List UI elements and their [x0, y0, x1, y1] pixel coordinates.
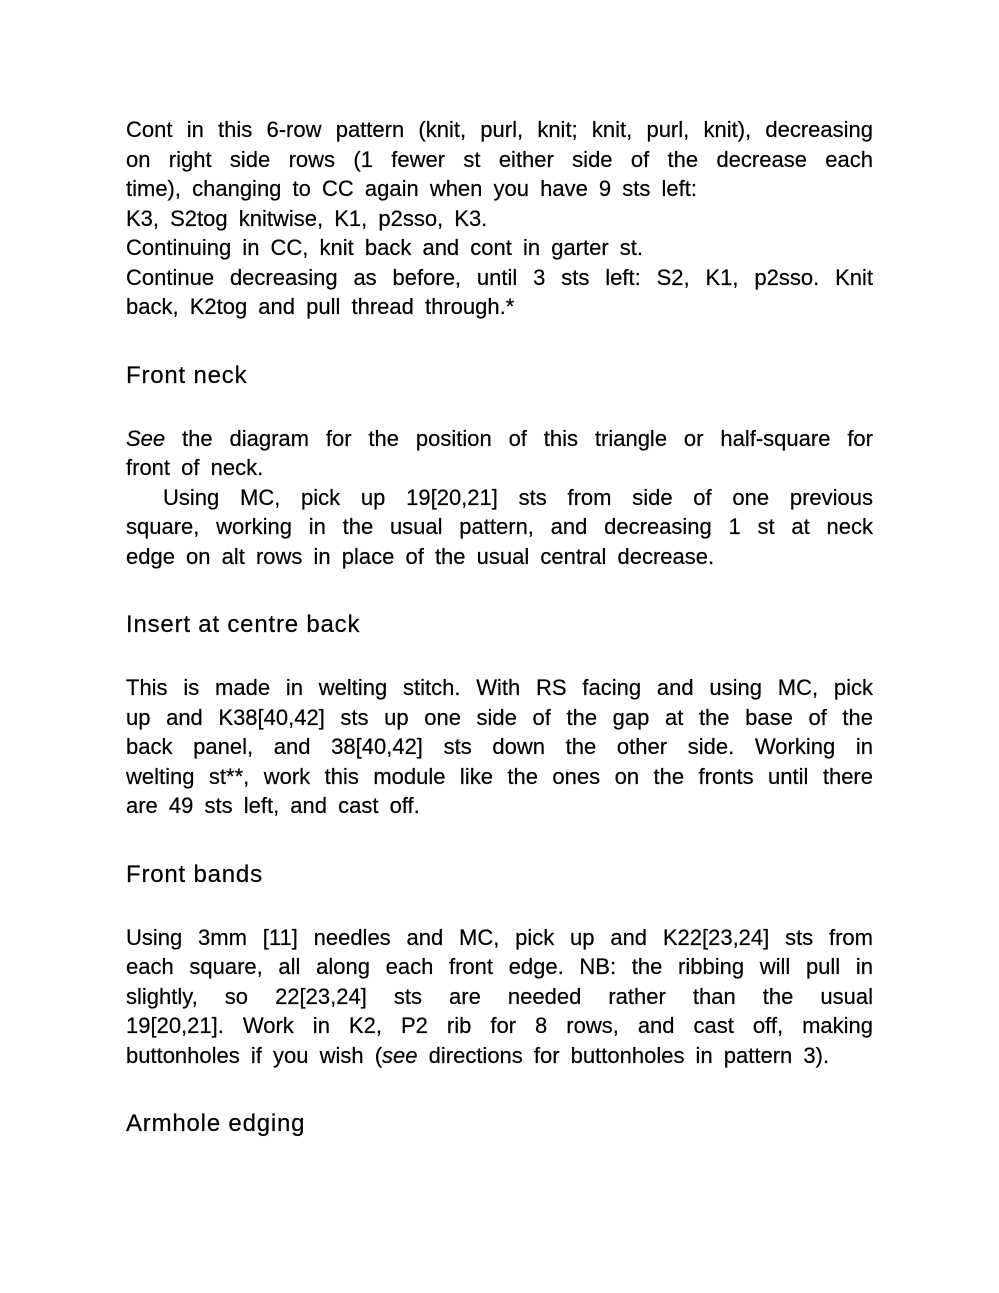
- text-line: [126, 263, 873, 293]
- text-line: [126, 982, 873, 1012]
- page-content: [126, 115, 873, 1172]
- text-segment: time), changing to CC again when you have 9 sts left:: [126, 176, 697, 201]
- text-segment: back panel, and 38[40,42] sts down the other side. Working in: [126, 734, 873, 759]
- italic-text: see: [382, 1042, 418, 1068]
- text-line: [126, 673, 873, 703]
- paragraph-block: [126, 923, 873, 1071]
- text-segment: buttonholes if you wish (: [126, 1042, 383, 1068]
- text-segment: 19[20,21]. Work in K2, P2 rib for 8 rows, and cast off, making: [126, 1013, 873, 1038]
- section-heading: Armhole edging: [126, 1110, 306, 1137]
- italic-text: See: [126, 425, 166, 451]
- section-heading: Insert at centre back: [126, 611, 361, 638]
- text-line: [126, 174, 873, 204]
- text-segment: K3, S2tog knitwise, K1, p2sso, K3.: [126, 205, 488, 231]
- text-line: [126, 762, 873, 792]
- text-line: [126, 952, 873, 982]
- text-segment: are 49 sts left, and cast off.: [126, 793, 420, 818]
- text-segment: welting st**, work this module like the ones on the fronts until there: [126, 763, 873, 789]
- section-heading: Front neck: [126, 361, 248, 389]
- text-line: [126, 233, 873, 263]
- text-line: [126, 292, 873, 322]
- text-line: [126, 703, 873, 733]
- text-segment: directions for buttonholes in pattern 3).: [417, 1042, 830, 1068]
- text-segment: slightly, so 22[23,24] sts are needed rather than the usual: [126, 983, 873, 1009]
- text-line: [126, 512, 873, 542]
- text-segment: Using MC, pick up 19[20,21] sts from side of one previous: [163, 484, 873, 510]
- text-line: [126, 791, 873, 821]
- text-line: [126, 453, 873, 483]
- text-segment: Cont in this 6-row pattern (knit, purl, knit; knit, purl, knit), decreasing: [126, 117, 873, 142]
- text-segment: edge on alt rows in place of the usual central decrease.: [126, 543, 715, 569]
- section-heading: Front bands: [126, 860, 263, 888]
- text-segment: square, working in the usual pattern, and decreasing 1 st at neck: [126, 514, 873, 539]
- text-segment: on right side rows (1 fewer st either side of the decrease each: [126, 146, 873, 172]
- text-segment: Continue decreasing as before, until 3 sts left: S2, K1, p2sso. Knit: [126, 264, 873, 290]
- text-segment: front of neck.: [126, 455, 264, 480]
- text-line: [126, 204, 873, 234]
- paragraph-block: [126, 115, 873, 322]
- text-line: [126, 732, 873, 762]
- text-line: [126, 923, 873, 953]
- text-line: [126, 542, 873, 572]
- text-line: [126, 424, 873, 454]
- paragraph-block: [126, 424, 873, 572]
- text-line: [126, 483, 873, 513]
- text-segment: Continuing in CC, knit back and cont in garter st.: [126, 235, 644, 260]
- paragraph-block: [126, 673, 873, 821]
- text-line: [126, 115, 873, 145]
- text-line: [126, 1011, 873, 1041]
- text-segment: This is made in welting stitch. With RS facing and using MC, pick: [126, 675, 873, 700]
- text-segment: up and K38[40,42] sts up one side of the gap at the base of the: [126, 704, 873, 730]
- text-line: [126, 145, 873, 175]
- text-line: [126, 1041, 873, 1071]
- text-segment: the diagram for the position of this triangle or half-square for: [165, 425, 873, 451]
- text-segment: Using 3mm [11] needles and MC, pick up and K22[23,24] sts from: [126, 924, 873, 950]
- text-segment: each square, all along each front edge. NB: the ribbing will pull in: [126, 954, 873, 979]
- text-segment: back, K2tog and pull thread through.*: [126, 294, 515, 319]
